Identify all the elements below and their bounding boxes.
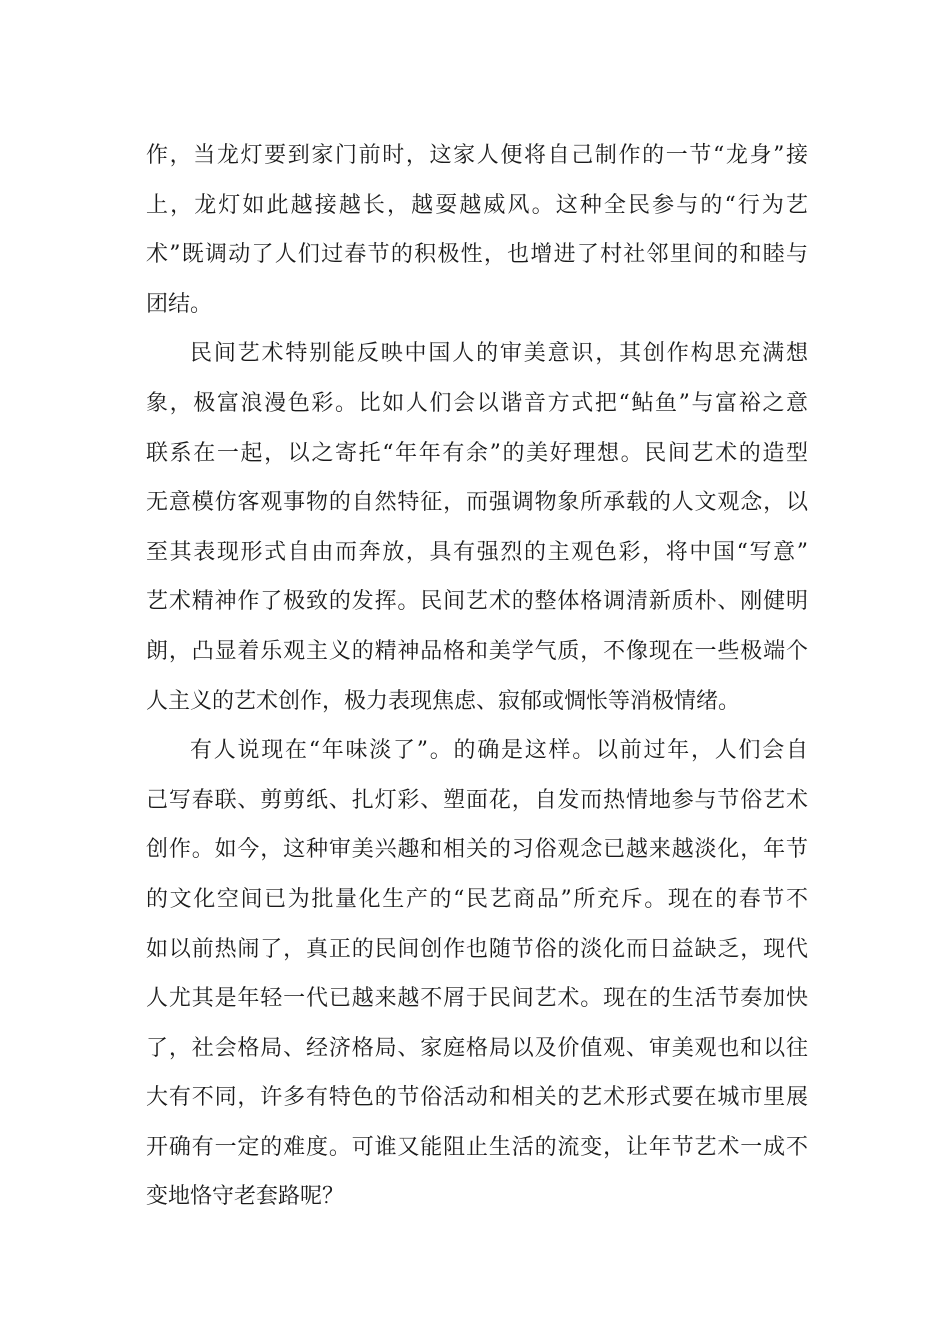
text-line: 至其表现形式自由而奔放，具有强烈的主观色彩，将中国“写意” [146,539,808,565]
text-line: 变地恪守老套路呢？ [146,1184,345,1210]
text-line: 创作。如今，这种审美兴趣和相关的习俗观念已越来越淡化，年节 [146,837,808,863]
paragraph [146,726,808,1222]
text-line: 作，当龙灯要到家门前时，这家人便将自己制作的一节“龙身”接 [146,143,808,168]
text-line: 象，极富浪漫色彩。比如人们会以谐音方式把“鲇鱼”与富裕之意 [146,390,808,416]
text-line: 朗，凸显着乐观主义的精神品格和美学气质，不像现在一些极端个 [146,638,808,664]
text-line: 人尤其是年轻一代已越来越不屑于民间艺术。现在的生活节奏加快 [146,986,808,1012]
text-line: 大有不同，许多有特色的节俗活动和相关的艺术形式要在城市里展 [146,1085,808,1111]
text-line: 术”既调动了人们过春节的积极性，也增进了村社邻里间的和睦与 [146,242,808,268]
text-line: 上，龙灯如此越接越长，越耍越威风。这种全民参与的“行为艺 [146,192,808,218]
text-line: 开确有一定的难度。可谁又能阻止生活的流变，让年节艺术一成不 [146,1134,808,1160]
text-line: 艺术精神作了极致的发挥。民间艺术的整体格调清新质朴、刚健明 [146,589,808,615]
text-line: 人主义的艺术创作，极力表现焦虑、寂郁或惆怅等消极情绪。 [146,688,741,714]
text-line: 无意模仿客观事物的自然特征，而强调物象所承载的人文观念，以 [146,490,808,516]
text-line: 民间艺术特别能反映中国人的审美意识，其创作构思充满想 [190,341,808,367]
text-line: 己写春联、剪剪纸、扎灯彩、塑面花，自发而热情地参与节俗艺术 [146,787,808,813]
paragraph [146,131,808,329]
text-line: 有人说现在“年味淡了”。的确是这样。以前过年，人们会自 [190,738,808,764]
text-line: 的文化空间已为批量化生产的“民艺商品”所充斥。现在的春节不 [146,886,808,912]
text-line: 了，社会格局、经济格局、家庭格局以及价值观、审美观也和以往 [146,1035,808,1061]
text-line: 联系在一起，以之寄托“年年有余”的美好理想。民间艺术的造型 [146,440,808,466]
text-line: 如以前热闹了，真正的民间创作也随节俗的淡化而日益缺乏，现代 [146,936,808,962]
paragraph [146,329,808,726]
document-body [146,131,808,1222]
text-line: 团结。 [146,291,213,317]
